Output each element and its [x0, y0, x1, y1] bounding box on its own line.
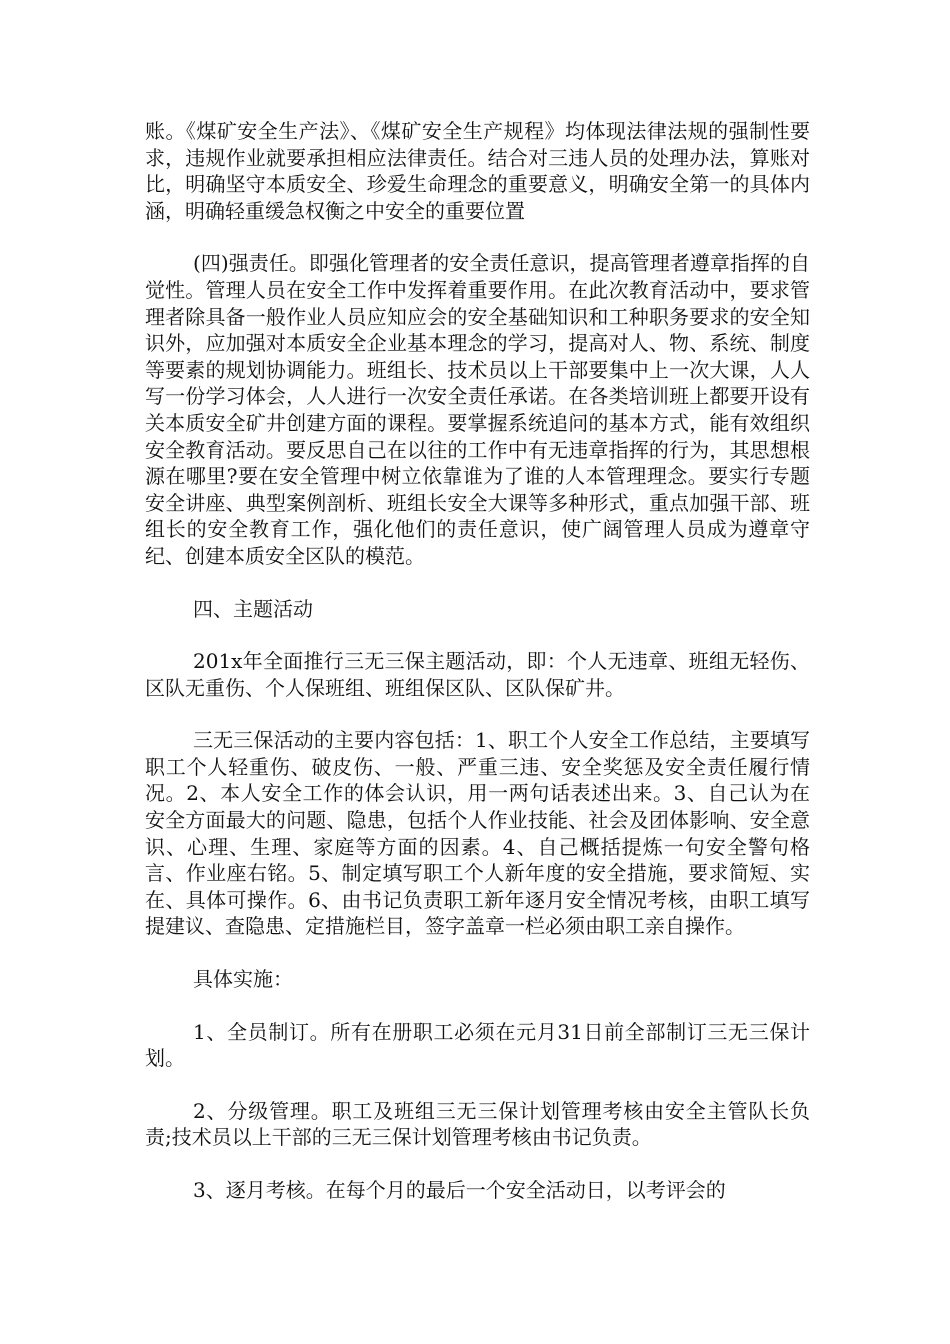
paragraph-implementation-heading: 具体实施： — [193, 967, 293, 992]
document-body — [145, 118, 810, 1230]
paragraph-activity-contents: 三无三保活动的主要内容包括：1、职工个人安全工作总结，主要填写职工个人轻重伤、破皮伤、一般、严重三违、安全奖惩及安全责任履行情况。2、本人安全工作的体会认识，用一两句话表述出来。3、自己认为在安全方面最大的问题、隐患，包括个人作业技能、社会及团体影响、安全意识、心理、生理、家庭等方面的因素。4、自己概括提炼一句安全警句格言、作业座右铭。5、制定填写职工个人新年度的安全措施，要求简短、实在、具体可操作。6、由书记负责职工新年逐月安全情况考核，由职工填写提建议、查隐患、定措施栏目，签字盖章一栏必须由职工亲自操作。 — [145, 728, 810, 939]
paragraph-law-importance: 账。《煤矿安全生产法》、《煤矿安全生产规程》均体现法律法规的强制性要求，违规作业就要承担相应法律责任。结合对三违人员的处理办法，算账对比，明确坚守本质安全、珍爱生命理念的重要意义，明确安全第一的具体内涵，明确轻重缓急权衡之中安全的重要位置 — [145, 119, 810, 223]
paragraph-theme-activity-overview: 201x年全面推行三无三保主题活动，即：个人无违章、班组无轻伤、区队无重伤、个人保班组、班组保区队、区队保矿井。 — [145, 649, 810, 700]
paragraph-strengthen-responsibility: (四)强责任。即强化管理者的安全责任意识，提高管理者遵章指挥的自觉性。管理人员在安全工作中发挥着重要作用。在此次教育活动中，要求管理者除具备一般作业人员应知应会的安全基础知识和工种职务要求的安全知识外，应加强对本质安全企业基本理念的学习，提高对人、物、系统、制度等要素的规划协调能力。班组长、技术员以上干部要集中上一次大课，人人写一份学习体会，人人进行一次安全责任承诺。在各类培训班上都要开设有关本质安全矿井创建方面的课程。要掌握系统追问的基本方式，能有效组织安全教育活动。要反思自己在以往的工作中有无违章指挥的行为，其思想根源在哪里?要在安全管理中树立依靠谁为了谁的人本管理理念。要实行专题安全讲座、典型案例剖析、班组长安全大课等多种形式，重点加强干部、班组长的安全教育工作，强化他们的责任意识，使广阔管理人员成为遵章守纪、创建本质安全区队的模范。 — [145, 251, 810, 568]
paragraph-implementation-3: 3、逐月考核。在每个月的最后一个安全活动日，以考评会的 — [193, 1178, 726, 1202]
paragraph-implementation-1: 1、全员制订。所有在册职工必须在元月31日前全部制订三无三保计划。 — [145, 1019, 810, 1071]
section-heading-theme-activity: 四、主题活动 — [193, 596, 313, 621]
paragraph-implementation-2: 2、分级管理。职工及班组三无三保计划管理考核由安全主管队长负责;技术员以上干部的三无三保计划管理考核由书记负责。 — [145, 1098, 810, 1150]
